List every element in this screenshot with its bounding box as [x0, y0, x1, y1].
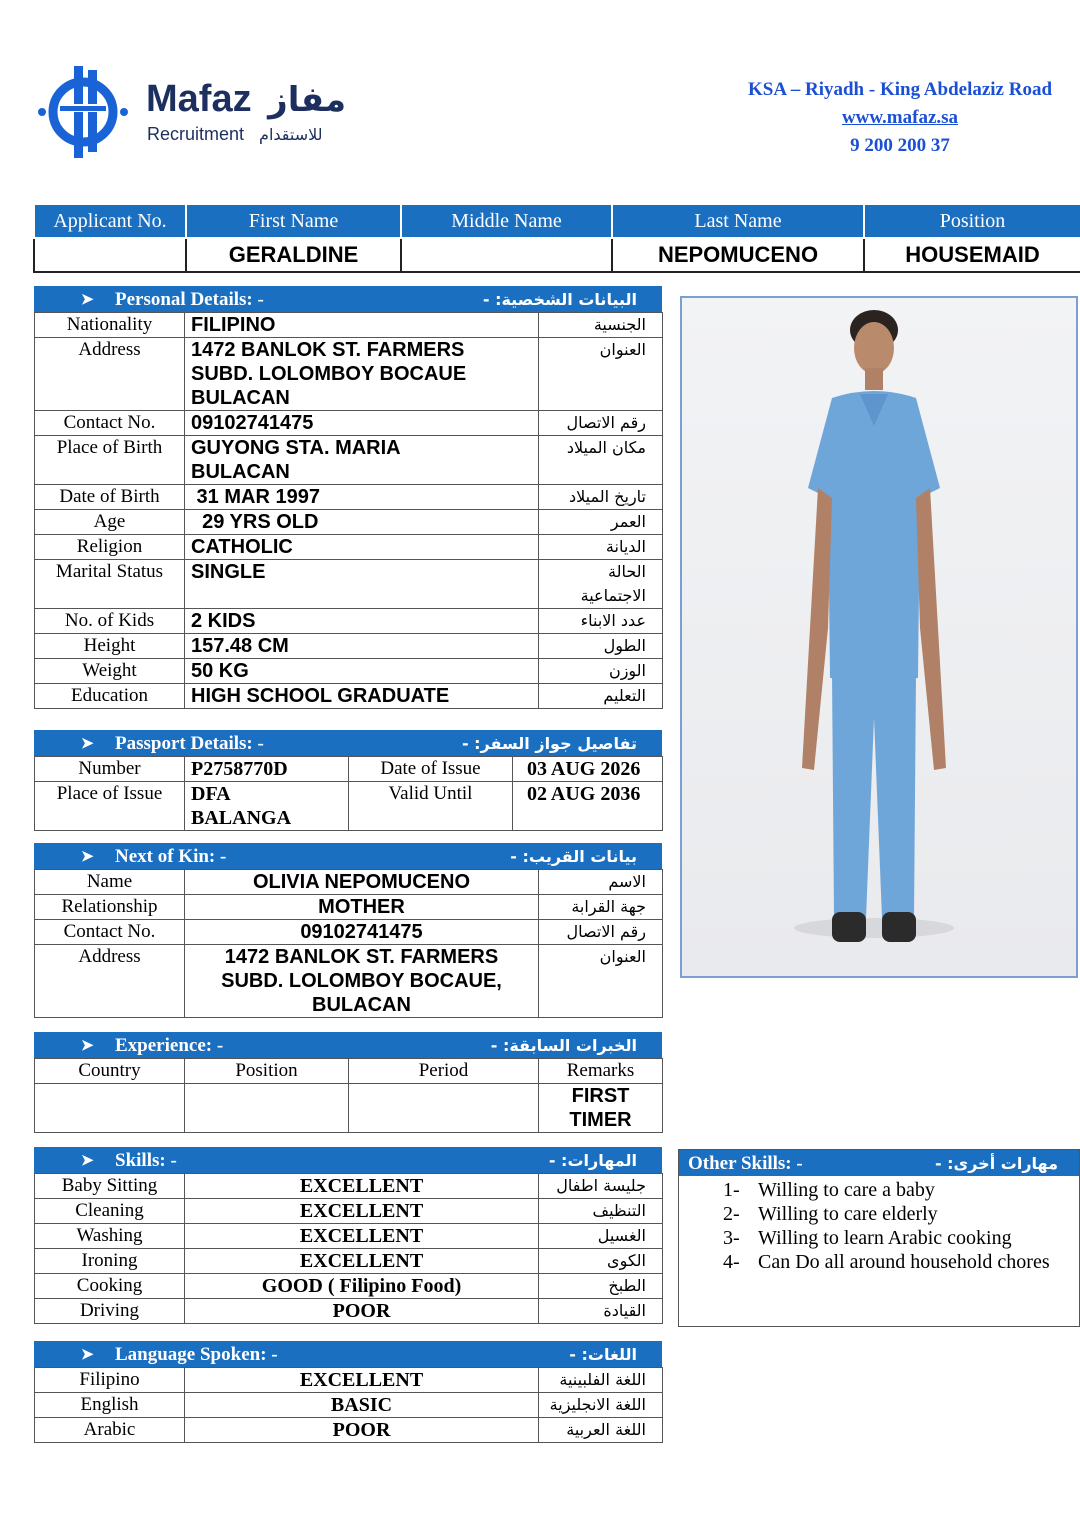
company-address: KSA – Riyadh - King Abdelaziz Road	[747, 79, 1053, 100]
row-label-ar: مكان الميلاد	[539, 436, 663, 485]
row-label-ar: الطول	[539, 634, 663, 659]
other-skills-list	[679, 1176, 1079, 1274]
next-of-kin-table	[34, 869, 663, 1018]
arrow-bullet-icon: ➤	[81, 736, 94, 752]
row-label: No. of Kids	[35, 609, 185, 634]
row-label: Address	[35, 945, 185, 1018]
contact-block	[700, 76, 1080, 160]
middle-name-value	[401, 238, 612, 272]
applicant-header-row	[34, 204, 1080, 238]
position-cell	[185, 1084, 349, 1133]
row-label-ar: الجنسية	[539, 313, 663, 338]
item-number: 1-	[723, 1179, 740, 1201]
brand-sub-ar: للاستقدام	[259, 125, 323, 144]
table-row	[35, 757, 663, 782]
experience-header	[34, 1032, 662, 1058]
table-row	[35, 411, 663, 436]
row-label: Religion	[35, 535, 185, 560]
language-header	[34, 1341, 662, 1367]
row-label-ar: العنوان	[539, 338, 663, 411]
item-number: 2-	[723, 1203, 740, 1225]
arrow-bullet-icon: ➤	[81, 849, 94, 865]
row-label-ar: جليسة اطفال	[539, 1174, 663, 1199]
row-value: 31 MAR 1997	[185, 485, 539, 510]
applicant-no-header: Applicant No.	[34, 204, 186, 238]
valid-until-label: Valid Until	[349, 782, 513, 831]
company-website-link[interactable]: www.mafaz.sa	[841, 107, 959, 128]
table-row	[35, 1174, 663, 1199]
country-cell	[35, 1084, 185, 1133]
brand-sub	[147, 124, 323, 145]
passport-details-table	[34, 756, 663, 831]
applicant-photo	[680, 296, 1078, 978]
next-of-kin-title: Next of Kin: -	[115, 846, 227, 867]
row-label: Baby Sitting	[35, 1174, 185, 1199]
personal-details-title-ar: البيانات الشخصية: -	[482, 290, 637, 309]
row-value: POOR	[185, 1299, 539, 1324]
row-value: 1472 BANLOK ST. FARMERS SUBD. LOLOMBOY BOCAUE BULACAN	[185, 338, 539, 411]
row-label: Arabic	[35, 1418, 185, 1443]
table-row	[35, 945, 663, 1018]
row-value: HIGH SCHOOL GRADUATE	[185, 684, 539, 709]
other-skills-title: Other Skills: -	[688, 1153, 803, 1174]
row-value: MOTHER	[185, 895, 539, 920]
passport-number-value: P2758770D	[185, 757, 349, 782]
row-value: EXCELLENT	[185, 1249, 539, 1274]
passport-details-section	[34, 730, 662, 831]
row-label-ar: القيادة	[539, 1299, 663, 1324]
table-row	[35, 560, 663, 609]
skills-title-ar: المهارات: -	[548, 1151, 637, 1170]
row-value: 1472 BANLOK ST. FARMERS SUBD. LOLOMBOY BOCAUE, BULACAN	[185, 945, 539, 1018]
row-value: SINGLE	[185, 560, 539, 609]
position-header: Position	[864, 204, 1080, 238]
table-row	[35, 1418, 663, 1443]
position-header: Position	[185, 1059, 349, 1084]
table-row	[35, 1199, 663, 1224]
table-row	[35, 436, 663, 485]
other-skills-section	[678, 1149, 1080, 1327]
next-of-kin-section	[34, 843, 662, 1018]
row-value: EXCELLENT	[185, 1224, 539, 1249]
row-label-ar: اللغة الفلبينية	[539, 1368, 663, 1393]
table-row	[35, 1084, 663, 1133]
row-label: Contact No.	[35, 411, 185, 436]
last-name-header: Last Name	[612, 204, 864, 238]
item-number: 3-	[723, 1227, 740, 1249]
position-value: HOUSEMAID	[864, 238, 1080, 272]
row-label: Date of Birth	[35, 485, 185, 510]
experience-title-ar: الخبرات السابقة: -	[490, 1036, 637, 1055]
row-value: EXCELLENT	[185, 1174, 539, 1199]
skills-title: Skills: -	[115, 1150, 177, 1171]
experience-header-row	[35, 1059, 663, 1084]
company-phone: 9 200 200 37	[850, 135, 950, 156]
table-row	[35, 485, 663, 510]
row-label-ar: الطبخ	[539, 1274, 663, 1299]
table-row	[35, 1249, 663, 1274]
row-value: GOOD ( Filipino Food)	[185, 1274, 539, 1299]
company-logo	[36, 60, 346, 164]
row-value: 09102741475	[185, 411, 539, 436]
arrow-bullet-icon: ➤	[81, 1153, 94, 1169]
list-item	[723, 1178, 1079, 1202]
item-number: 4-	[723, 1251, 740, 1273]
row-label: Cooking	[35, 1274, 185, 1299]
place-of-issue-value: DFA BALANGA	[185, 782, 349, 831]
language-title: Language Spoken: -	[115, 1344, 278, 1365]
row-label-ar: الغسيل	[539, 1224, 663, 1249]
row-value: 29 YRS OLD	[185, 510, 539, 535]
row-label-ar: اللغة الانجليزية	[539, 1393, 663, 1418]
row-label: Driving	[35, 1299, 185, 1324]
table-row	[35, 1393, 663, 1418]
middle-name-header: Middle Name	[401, 204, 612, 238]
row-label-ar: الاسم	[539, 870, 663, 895]
personal-details-table	[34, 312, 663, 709]
table-row	[35, 609, 663, 634]
item-text: Willing to learn Arabic cooking	[758, 1227, 1012, 1249]
remarks-header: Remarks	[539, 1059, 663, 1084]
brand-name	[146, 78, 346, 121]
row-label-ar: الكوى	[539, 1249, 663, 1274]
passport-details-title: Passport Details: -	[115, 733, 264, 754]
row-value: 2 KIDS	[185, 609, 539, 634]
row-label: Contact No.	[35, 920, 185, 945]
experience-title: Experience: -	[115, 1035, 224, 1056]
country-header: Country	[35, 1059, 185, 1084]
passport-details-title-ar: تفاصيل جواز السفر: -	[461, 734, 637, 753]
next-of-kin-header	[34, 843, 662, 869]
remarks-cell: FIRST TIMER	[539, 1084, 663, 1133]
row-label-ar: رقم الاتصال	[539, 411, 663, 436]
experience-section	[34, 1032, 662, 1133]
row-label-ar: التنظيف	[539, 1199, 663, 1224]
row-value: GUYONG STA. MARIA BULACAN	[185, 436, 539, 485]
period-cell	[349, 1084, 539, 1133]
item-text: Can Do all around household chores	[758, 1251, 1050, 1273]
row-label-ar: جهة القرابة	[539, 895, 663, 920]
row-label: Marital Status	[35, 560, 185, 609]
last-name-value: NEPOMUCENO	[612, 238, 864, 272]
row-label: Washing	[35, 1224, 185, 1249]
issue-date-value: 03 AUG 2026	[513, 757, 663, 782]
table-row	[35, 920, 663, 945]
table-row	[35, 338, 663, 411]
personal-details-title: Personal Details: -	[115, 289, 264, 310]
valid-until-value: 02 AUG 2036	[513, 782, 663, 831]
table-row	[35, 782, 663, 831]
arrow-bullet-icon: ➤	[81, 1347, 94, 1363]
table-row	[35, 535, 663, 560]
row-label-ar: الديانة	[539, 535, 663, 560]
row-label: Ironing	[35, 1249, 185, 1274]
row-label-ar: الحالة الاجتماعية	[539, 560, 663, 609]
row-label: Age	[35, 510, 185, 535]
passport-details-header	[34, 730, 662, 756]
table-row	[35, 659, 663, 684]
first-name-header: First Name	[186, 204, 401, 238]
row-label: Relationship	[35, 895, 185, 920]
row-label-ar: اللغة العربية	[539, 1418, 663, 1443]
row-label: Place of Birth	[35, 436, 185, 485]
row-label-ar: رقم الاتصال	[539, 920, 663, 945]
language-section	[34, 1341, 662, 1443]
language-title-ar: اللغات: -	[569, 1345, 637, 1364]
skills-table	[34, 1173, 663, 1324]
table-row	[35, 1224, 663, 1249]
passport-number-label: Number	[35, 757, 185, 782]
table-row	[35, 510, 663, 535]
row-label: Nationality	[35, 313, 185, 338]
personal-details-section	[34, 286, 662, 709]
personal-details-header	[34, 286, 662, 312]
mafaz-logo-icon	[36, 60, 130, 164]
list-item	[723, 1202, 1079, 1226]
next-of-kin-title-ar: بيانات القريب: -	[510, 847, 637, 866]
applicant-value-row	[34, 238, 1080, 272]
issue-date-label: Date of Issue	[349, 757, 513, 782]
row-label: Weight	[35, 659, 185, 684]
skills-section	[34, 1147, 662, 1324]
table-row	[35, 313, 663, 338]
table-row	[35, 895, 663, 920]
other-skills-title-ar: مهارات أخرى: -	[934, 1154, 1058, 1173]
row-label: Address	[35, 338, 185, 411]
table-row	[35, 1368, 663, 1393]
row-label-ar: التعليم	[539, 684, 663, 709]
row-value: POOR	[185, 1418, 539, 1443]
row-value: 09102741475	[185, 920, 539, 945]
experience-table	[34, 1058, 663, 1133]
table-row	[35, 684, 663, 709]
skills-header	[34, 1147, 662, 1173]
row-value: EXCELLENT	[185, 1368, 539, 1393]
arrow-bullet-icon: ➤	[81, 292, 94, 308]
row-label: Education	[35, 684, 185, 709]
row-label: Height	[35, 634, 185, 659]
row-value: EXCELLENT	[185, 1199, 539, 1224]
applicant-no-value	[34, 238, 186, 272]
applicant-table	[33, 203, 1080, 273]
row-label: Name	[35, 870, 185, 895]
table-row	[35, 634, 663, 659]
person-figure-icon	[682, 298, 1076, 976]
row-value: 157.48 CM	[185, 634, 539, 659]
row-value: OLIVIA NEPOMUCENO	[185, 870, 539, 895]
row-value: BASIC	[185, 1393, 539, 1418]
item-text: Willing to care elderly	[758, 1203, 938, 1225]
row-value: FILIPINO	[185, 313, 539, 338]
arrow-bullet-icon: ➤	[81, 1038, 94, 1054]
row-label-ar: العمر	[539, 510, 663, 535]
first-name-value: GERALDINE	[186, 238, 401, 272]
list-item	[723, 1250, 1079, 1274]
row-label-ar: عدد الابناء	[539, 609, 663, 634]
row-label: Filipino	[35, 1368, 185, 1393]
row-label: Cleaning	[35, 1199, 185, 1224]
row-label-ar: الوزن	[539, 659, 663, 684]
table-row	[35, 1299, 663, 1324]
brand-sub-en: Recruitment	[147, 124, 245, 144]
row-value: CATHOLIC	[185, 535, 539, 560]
period-header: Period	[349, 1059, 539, 1084]
language-table	[34, 1367, 663, 1443]
list-item	[723, 1226, 1079, 1250]
row-label: English	[35, 1393, 185, 1418]
brand-name-en: Mafaz	[146, 78, 252, 120]
row-label-ar: العنوان	[539, 945, 663, 1018]
row-label-ar: تاريخ الميلاد	[539, 485, 663, 510]
brand-name-ar: مفاز	[268, 80, 347, 120]
table-row	[35, 870, 663, 895]
other-skills-header	[679, 1150, 1079, 1176]
place-of-issue-label: Place of Issue	[35, 782, 185, 831]
table-row	[35, 1274, 663, 1299]
item-text: Willing to care a baby	[758, 1179, 935, 1201]
row-value: 50 KG	[185, 659, 539, 684]
